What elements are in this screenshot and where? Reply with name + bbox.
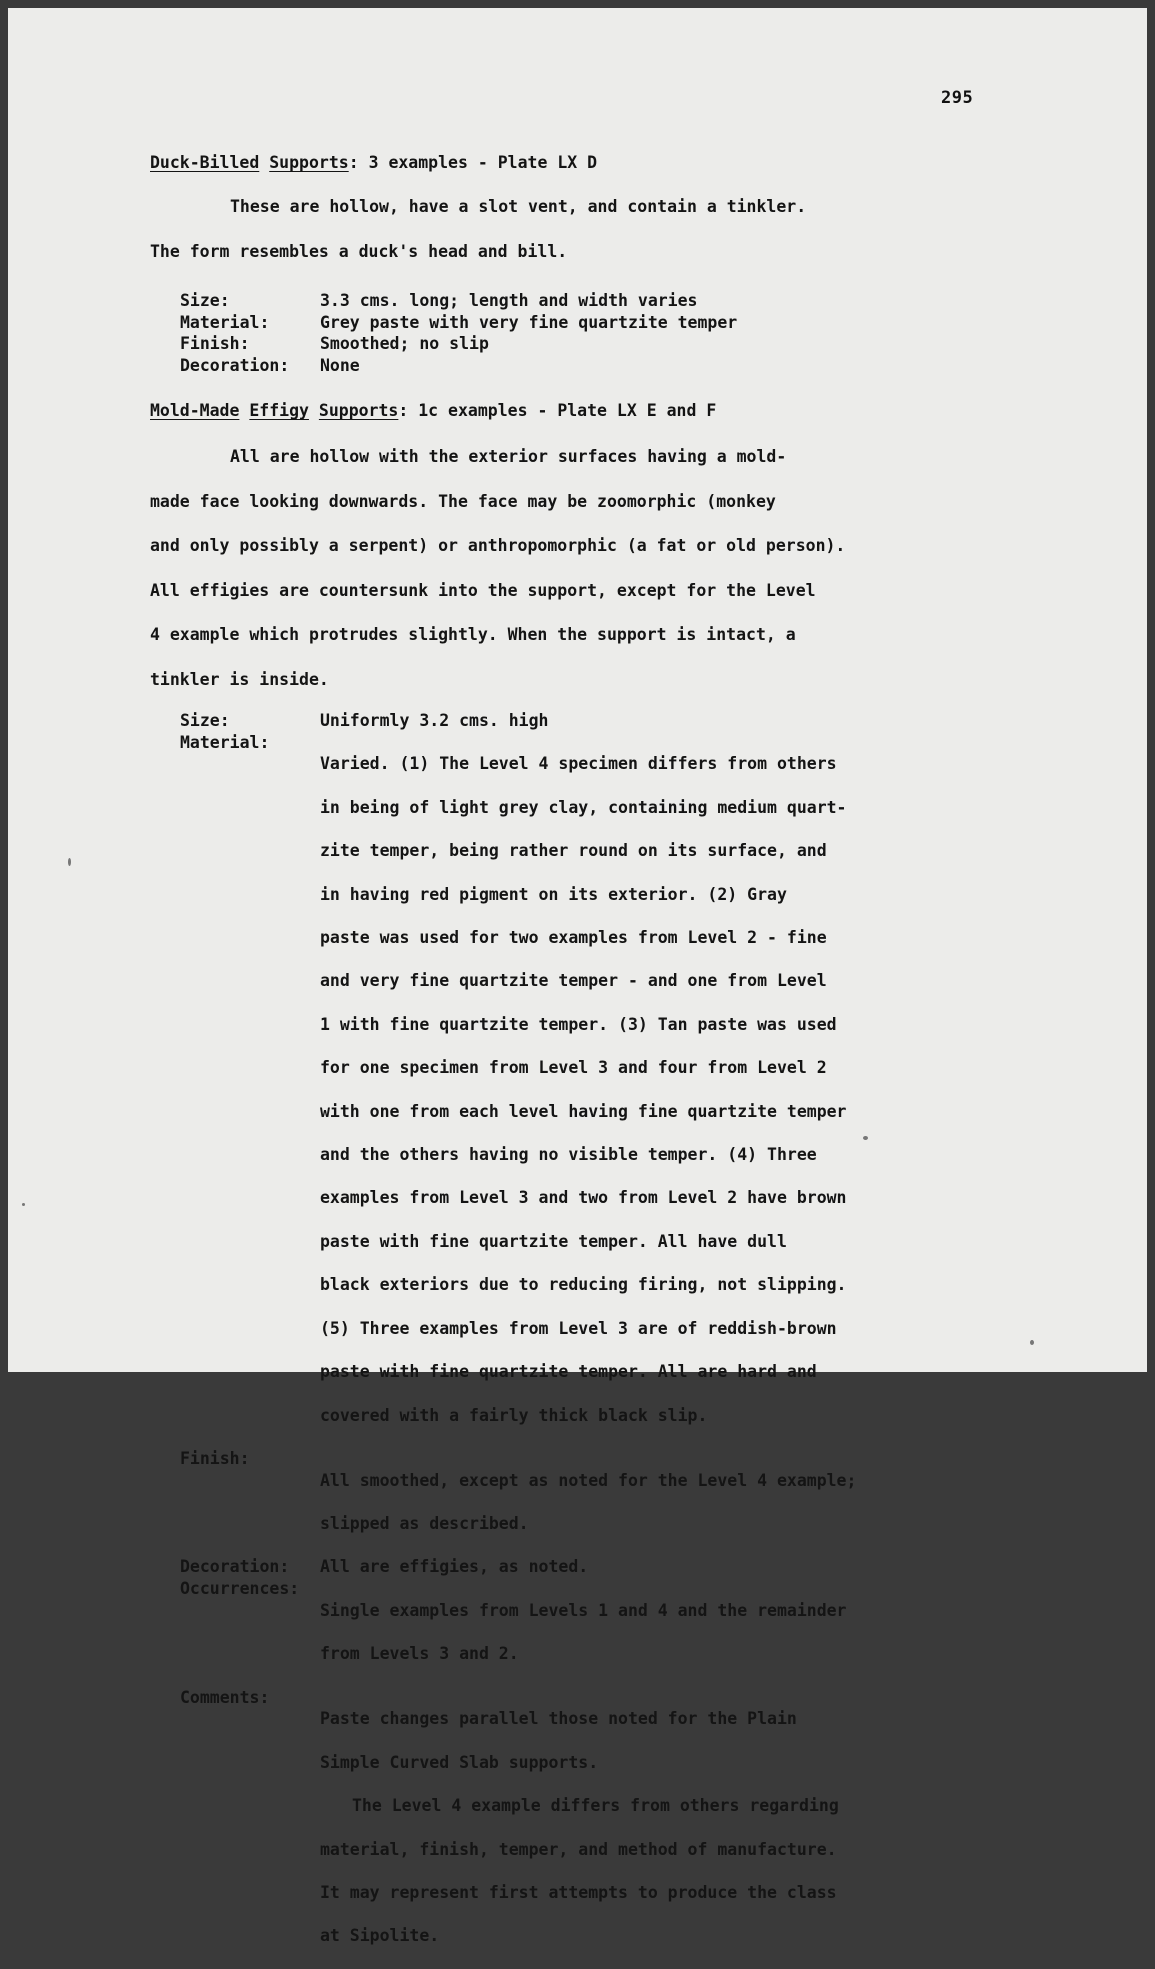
section1-paragraph [150, 185, 806, 274]
spec-value-line: Varied. (1) The Level 4 specimen differs from others [320, 754, 837, 774]
spec-value [320, 1578, 847, 1687]
spec-value-line: The Level 4 example differs from others regarding [352, 1796, 839, 1816]
spec-row-decoration [180, 355, 737, 377]
spec-label: Size: [180, 291, 230, 310]
spec-value: Grey paste with very fine quartzite temper [320, 312, 738, 332]
spec-value [320, 732, 847, 1448]
spec-row-occurrences [180, 1578, 856, 1687]
spec-value [320, 1687, 839, 1969]
heading-word: Mold-Made [150, 401, 240, 420]
spec-value: Uniformly 3.2 cms. high [320, 711, 549, 730]
heading-word: Supports [269, 153, 349, 172]
spec-row-comments [180, 1687, 856, 1969]
spec-value-line: at Sipolite. [320, 1926, 440, 1946]
spec-value-line: black exteriors due to reducing firing, not slipping. [320, 1275, 847, 1295]
spec-value-line: It may represent first attempts to produce the class [320, 1882, 837, 1902]
spec-value-line: 1 with fine quartzite temper. (3) Tan paste was used [320, 1014, 837, 1034]
spec-value-line: material, finish, temper, and method of manufacture. [320, 1839, 837, 1859]
spec-value-line: Simple Curved Slab supports. [320, 1752, 599, 1772]
spec-value-line: in being of light grey clay, containing medium quart- [320, 797, 847, 817]
section2-specs [180, 710, 856, 1969]
heading-word: Duck-Billed [150, 153, 260, 172]
paragraph-line: All are hollow with the exterior surfaces having a mold- [230, 447, 787, 466]
spec-value-line: Single examples from Levels 1 and 4 and the remainder [320, 1600, 847, 1620]
spec-row-size [180, 710, 856, 732]
section-heading-duck-billed [150, 153, 597, 172]
spec-value: None [320, 356, 360, 376]
spec-value-line: zite temper, being rather round on its surface, and [320, 841, 827, 861]
spec-row-size [180, 290, 737, 312]
heading-word: Supports [318, 401, 399, 420]
paragraph-line: tinkler is inside. [150, 669, 329, 689]
spec-value-line: All smoothed, except as noted for the Level 4 example; [320, 1470, 857, 1490]
spec-value-line: in having red pigment on its exterior. (2) Gray [320, 884, 787, 904]
heading-rest: : 3 examples - Plate LX D [348, 153, 598, 172]
paragraph-line: All effigies are countersunk into the support, except for the Level [150, 580, 816, 600]
heading-word: Effigy [249, 401, 309, 420]
spec-label: Material: [180, 732, 270, 752]
paragraph-line: These are hollow, have a slot vent, and contain a tinkler. [230, 197, 807, 216]
heading-rest: : 1с examples - Plate LX E and F [398, 401, 717, 420]
spec-row-decoration [180, 1556, 856, 1578]
spec-value: All are effigies, as noted. [320, 1557, 589, 1577]
spec-value-line: covered with a fairly thick black slip. [320, 1405, 708, 1425]
spec-value-line: paste was used for two examples from Level 2 - fine [320, 928, 827, 948]
spec-value-line: and very fine quartzite temper - and one from Level [320, 971, 827, 991]
spec-value-line: and the others having no visible temper. (4) Three [320, 1145, 817, 1165]
spec-value-line: paste with fine quartzite temper. All are hard and [320, 1362, 817, 1382]
spec-value [320, 1448, 856, 1557]
spec-value-line: with one from each level having fine quartzite temper [320, 1101, 847, 1121]
spec-row-finish [180, 1448, 856, 1557]
spec-value-line: from Levels 3 and 2. [320, 1644, 519, 1664]
spec-label: Decoration: [180, 1557, 290, 1577]
paragraph-line: made face looking downwards. The face may be zoomorphic (monkey [150, 491, 776, 511]
spec-label: Material: [180, 312, 270, 332]
section-heading-mold-made [150, 401, 716, 420]
spec-label: Decoration: [180, 356, 290, 376]
spec-value: Smoothed; no slip [320, 334, 489, 354]
spec-label: Finish: [180, 1448, 250, 1468]
spec-value-line: for one specimen from Level 3 and four from Level 2 [320, 1058, 827, 1078]
paragraph-line: The form resembles a duck's head and bill. [150, 241, 568, 261]
spec-label: Finish: [180, 334, 250, 354]
spec-value-line: (5) Three examples from Level 3 are of reddish-brown [320, 1318, 837, 1338]
spec-value-line: paste with fine quartzite temper. All have dull [320, 1231, 787, 1251]
section2-paragraph [150, 435, 845, 702]
spec-row-material [180, 312, 737, 334]
spec-row-finish [180, 333, 737, 355]
spec-value-line: examples from Level 3 and two from Level 2 have brown [320, 1188, 847, 1208]
spec-label: Comments: [180, 1687, 270, 1707]
spec-value-line: Paste changes parallel those noted for the Plain [320, 1709, 797, 1729]
scan-speck [1030, 1340, 1034, 1345]
spec-value: 3.3 cms. long; length and width varies [320, 291, 698, 310]
spec-value-line: slipped as described. [320, 1514, 529, 1534]
spec-label: Occurrences: [180, 1579, 300, 1599]
spec-row-material [180, 732, 856, 1448]
scan-speck [22, 1203, 25, 1206]
paragraph-line: 4 example which protrudes slightly. When the support is intact, a [150, 625, 796, 644]
scan-speck [68, 858, 71, 866]
spec-label: Size: [180, 711, 230, 730]
paragraph-line: and only possibly a serpent) or anthropomorphic (a fat or old person). [150, 536, 846, 555]
document-page [8, 8, 1147, 1946]
scan-speck [863, 1136, 868, 1140]
section1-specs [180, 290, 737, 377]
page-number: 295 [941, 88, 974, 108]
